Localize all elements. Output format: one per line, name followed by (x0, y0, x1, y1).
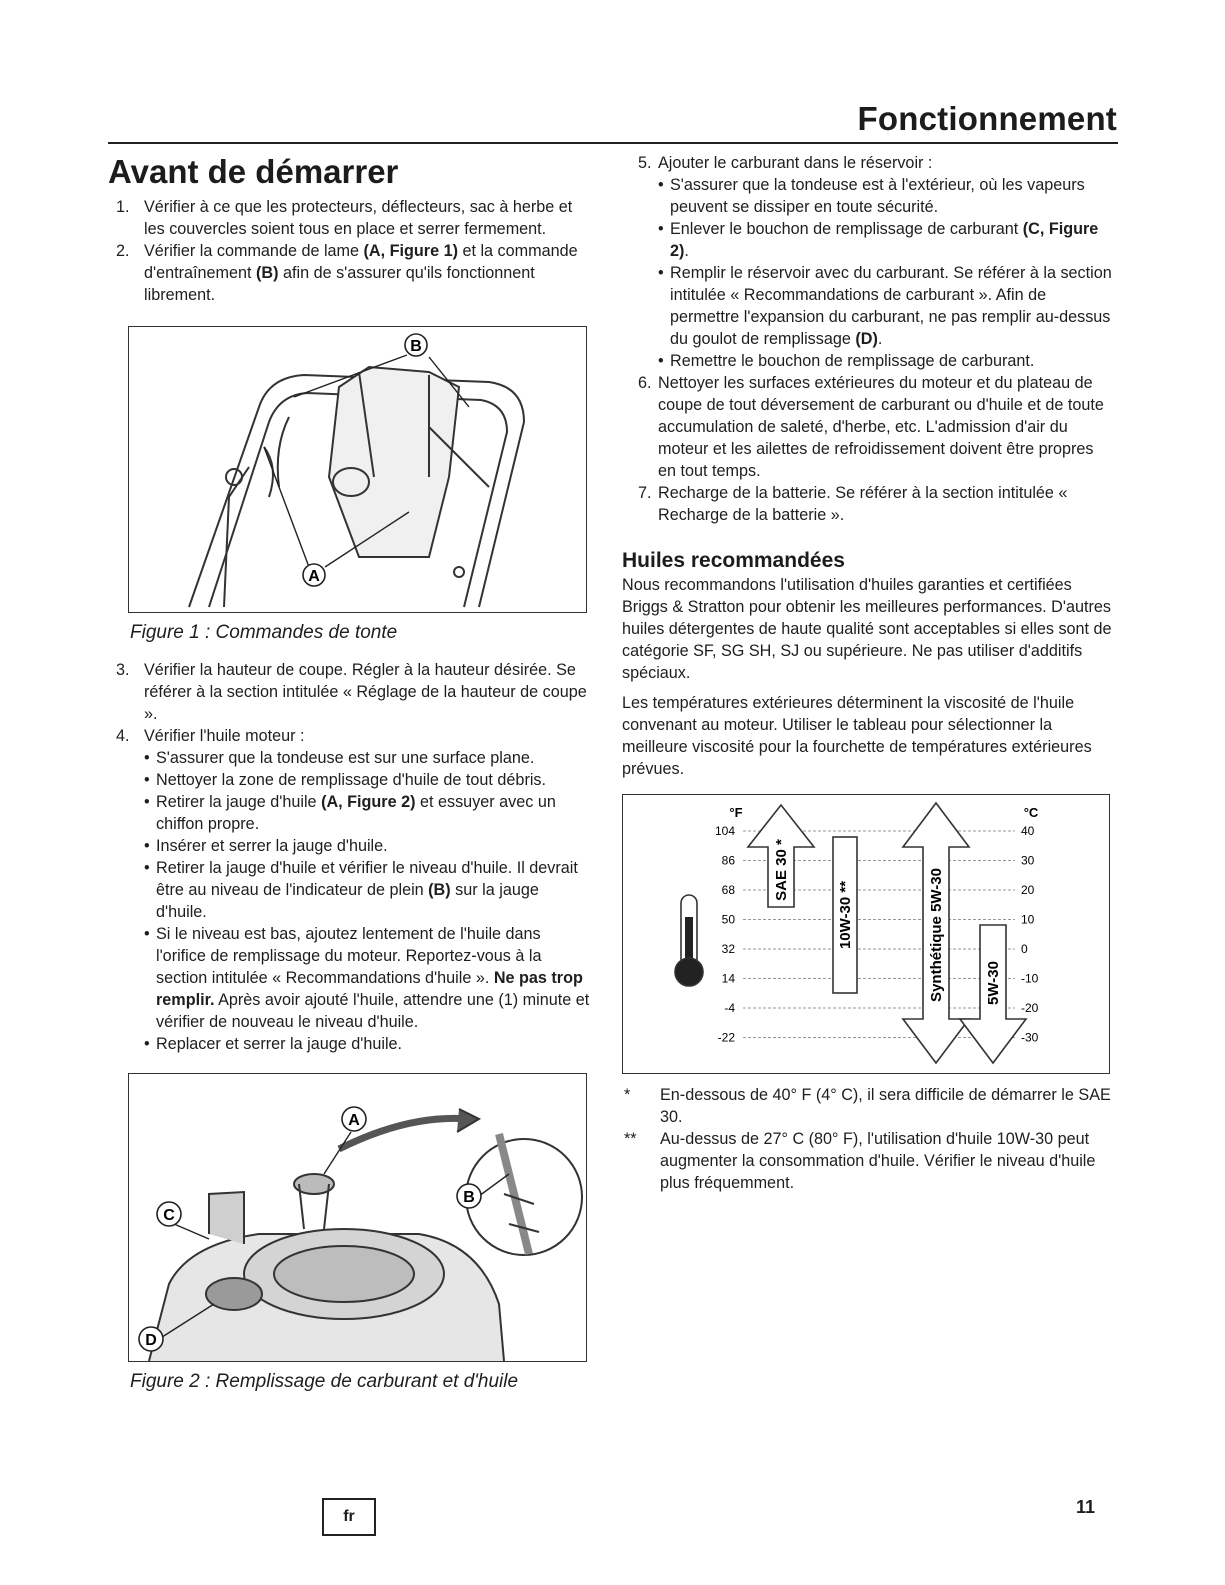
callout-a-fig1 (303, 564, 325, 586)
step-4-bullet: • Insérer et serrer la jauge d'huile. (144, 835, 593, 857)
tick-label-celsius: 30 (1021, 853, 1035, 868)
tick-label-fahrenheit: 86 (721, 853, 735, 868)
page-number: 11 (1075, 1497, 1095, 1517)
tick-label-fahrenheit: -22 (717, 1030, 735, 1045)
step-2: 2. Vérifier la commande de lame (A, Figure 1) et la commande d'entraînement (B) afin de s'assurer qu'ils fonctionnent librement. (116, 242, 578, 304)
engine-illustration (129, 1074, 586, 1361)
unit-fahrenheit: °F (729, 805, 743, 820)
mower-handle-illustration (129, 327, 586, 612)
header-rule (108, 142, 1118, 144)
callout-b-fig1 (405, 334, 427, 356)
step-5-bullet: • S'assurer que la tondeuse est à l'extérieur, où les vapeurs peuvent se dissiper en toute sécurité. (658, 174, 1112, 218)
tick-label-celsius: -10 (1021, 971, 1039, 986)
step-4-bullet: • Si le niveau est bas, ajoutez lentement de l'huile dans l'orifice de remplissage du moteur. Reportez-vous à la section intitulée « Recommandations d'huile ». Ne pas trop remplir. Après avoir ajouté l'huile, attendre une (1) minute et vérifier de nouveau le niveau d'huile. (144, 923, 593, 1033)
figure-1-mower-controls (128, 326, 587, 613)
step-4-bullet: • Nettoyer la zone de remplissage d'huile de tout débris. (144, 769, 593, 791)
callout-d-fig2 (139, 1327, 163, 1351)
language-badge: fr (322, 1498, 376, 1536)
svg-text:B: B (410, 338, 422, 355)
note-item: ** Au-dessus de 27° C (80° F), l'utilisation d'huile 10W-30 peut augmenter la consommation d'huile. Vérifier le niveau d'huile plus fréquemment. (624, 1130, 1096, 1192)
svg-text:C: C (163, 1207, 175, 1224)
tick-label-celsius: 10 (1021, 912, 1035, 927)
unit-celsius: °C (1023, 805, 1039, 820)
thermometer-icon (675, 895, 703, 986)
tick-label-fahrenheit: 50 (721, 912, 735, 927)
right-column (622, 152, 1112, 1194)
tick-label-celsius: 40 (1021, 824, 1035, 838)
tick-label-celsius: 20 (1021, 883, 1035, 897)
step-4-bullet: • S'assurer que la tondeuse est sur une surface plane. (144, 747, 593, 769)
tick-label-fahrenheit: 32 (721, 942, 735, 956)
oil-label-sae30: SAE 30 * (773, 839, 790, 901)
step-5-bullet: • Remplir le réservoir avec du carburant. Se référer à la section intitulée « Recommandations de carburant ». Afin de permettre l'expansion du carburant, ne pas remplir au-dessus du goulot de remplissage (D). (658, 262, 1112, 350)
tick-label-celsius: 0 (1021, 942, 1028, 956)
svg-text:D: D (145, 1332, 157, 1349)
tick-label-fahrenheit: 68 (721, 883, 735, 897)
svg-text:A: A (348, 1112, 360, 1129)
note-item: * En-dessous de 40° F (4° C), il sera difficile de démarrer le SAE 30. (624, 1086, 1111, 1126)
section-title-huiles-recommandees: Huiles recommandées (622, 549, 845, 572)
step-4-bullet: • Retirer la jauge d'huile et vérifier le niveau d'huile. Il devrait être au niveau de l'indicateur de plein (B) sur la jauge d'huile. (144, 857, 593, 923)
oil-label-synthetique-5w30: Synthétique 5W-30 (928, 868, 945, 1002)
step-4-bullet: • Retirer la jauge d'huile (A, Figure 2) et essuyer avec un chiffon propre. (144, 791, 593, 835)
step-5-bullet: • Enlever le bouchon de remplissage de carburant (C, Figure 2). (658, 218, 1112, 262)
step-4: 4. Vérifier l'huile moteur : • S'assurer que la tondeuse est sur une surface plane. • Nettoyer la zone de remplissage d'huile de tout débris. • Retirer la jauge d'huile (A, Figure 2) et essuyer avec un chiffon propre. • Insérer et serrer la jauge d'huile. • Retirer la jauge d'huile et vérifier le niveau d'huile. Il devrait être au niveau de l'indicateur de plein (B) sur la jauge d'huile. • Si le niveau est bas, ajoutez lentement de l'huile dans l'orifice de remplissage du moteur. Reportez-vous à la section intitulée « Recommandations d'huile ». Ne pas trop remplir. Après avoir ajouté l'huile, attendre une (1) minute et vérifier de nouveau le niveau d'huile. • Replacer et serrer la jauge d'huile. (108, 725, 593, 1055)
figure-1-caption: Figure 1 : Commandes de tonte (130, 622, 398, 643)
callout-a-fig2 (342, 1107, 366, 1131)
tick-label-fahrenheit: 104 (714, 824, 735, 838)
oil-viscosity-chart (622, 794, 1110, 1074)
step-3: 3. Vérifier la hauteur de coupe. Régler à la hauteur désirée. Se référer à la section intitulée « Réglage de la hauteur de coupe ». (116, 661, 587, 723)
oil-paragraph-1: Nous recommandons l'utilisation d'huiles garanties et certifiées Briggs & Stratton pour obtenir les meilleures performances. D'autres huiles détergentes de haute qualité sont acceptables si elles sont de catégorie SF, SG SH, SJ ou supérieure. Ne pas utiliser d'additifs spéciaux. (622, 576, 1112, 682)
oil-paragraph-2: Les températures extérieures déterminent la viscosité de l'huile convenant au moteur. Utiliser le tableau pour sélectionner la meilleure viscosité pour la fourchette de températures extérieures prévues. (622, 694, 1092, 778)
figure-2-fuel-oil-fill (128, 1073, 587, 1362)
step-7: 7. Recharge de la batterie. Se référer à la section intitulée « Recharge de la batterie ». (638, 484, 1068, 524)
oil-label-10w30: 10W-30 ** (837, 880, 854, 950)
callout-b-fig2 (457, 1184, 481, 1208)
step-4-bullet: • Replacer et serrer la jauge d'huile. (144, 1033, 593, 1055)
section-title-avant-de-demarrer: Avant de démarrer (108, 153, 399, 190)
figure-2-caption: Figure 2 : Remplissage de carburant et d'huile (130, 1371, 519, 1392)
tick-label-celsius: -30 (1021, 1030, 1039, 1045)
tick-label-celsius: -20 (1021, 1001, 1039, 1015)
step-6: 6. Nettoyer les surfaces extérieures du moteur et du plateau de coupe de tout déversement de carburant ou d'huile et de toute accumulation de saleté, d'herbe, etc. L'admission d'air du moteur et les ailettes de refroidissement doivent être propres en tout temps. (638, 374, 1104, 480)
callout-c-fig2 (157, 1202, 181, 1226)
svg-text:B: B (463, 1189, 475, 1206)
chart-notes (622, 1084, 1112, 1194)
tick-label-fahrenheit: 14 (721, 971, 735, 986)
svg-text:A: A (308, 568, 320, 585)
step-5-bullet: • Remettre le bouchon de remplissage de carburant. (658, 350, 1112, 372)
step-5: 5. Ajouter le carburant dans le réservoir : • S'assurer que la tondeuse est à l'extérieur, où les vapeurs peuvent se dissiper en toute sécurité. • Enlever le bouchon de remplissage de carburant (C, Figure 2). • Remplir le réservoir avec du carburant. Se référer à la section intitulée « Recommandations de carburant ». Afin de permettre l'expansion du carburant, ne pas remplir au-dessus du goulot de remplissage (D). • Remettre le bouchon de remplissage de carburant. (622, 152, 1112, 372)
page-header-title: Fonctionnement (857, 100, 1117, 137)
tick-label-fahrenheit: -4 (724, 1001, 735, 1015)
oil-label-5w30: 5W-30 (985, 961, 1002, 1005)
left-column (108, 152, 593, 1394)
step-1: 1. Vérifier à ce que les protecteurs, déflecteurs, sac à herbe et les couvercles soient tous en place et serrer fermement. (116, 198, 573, 238)
